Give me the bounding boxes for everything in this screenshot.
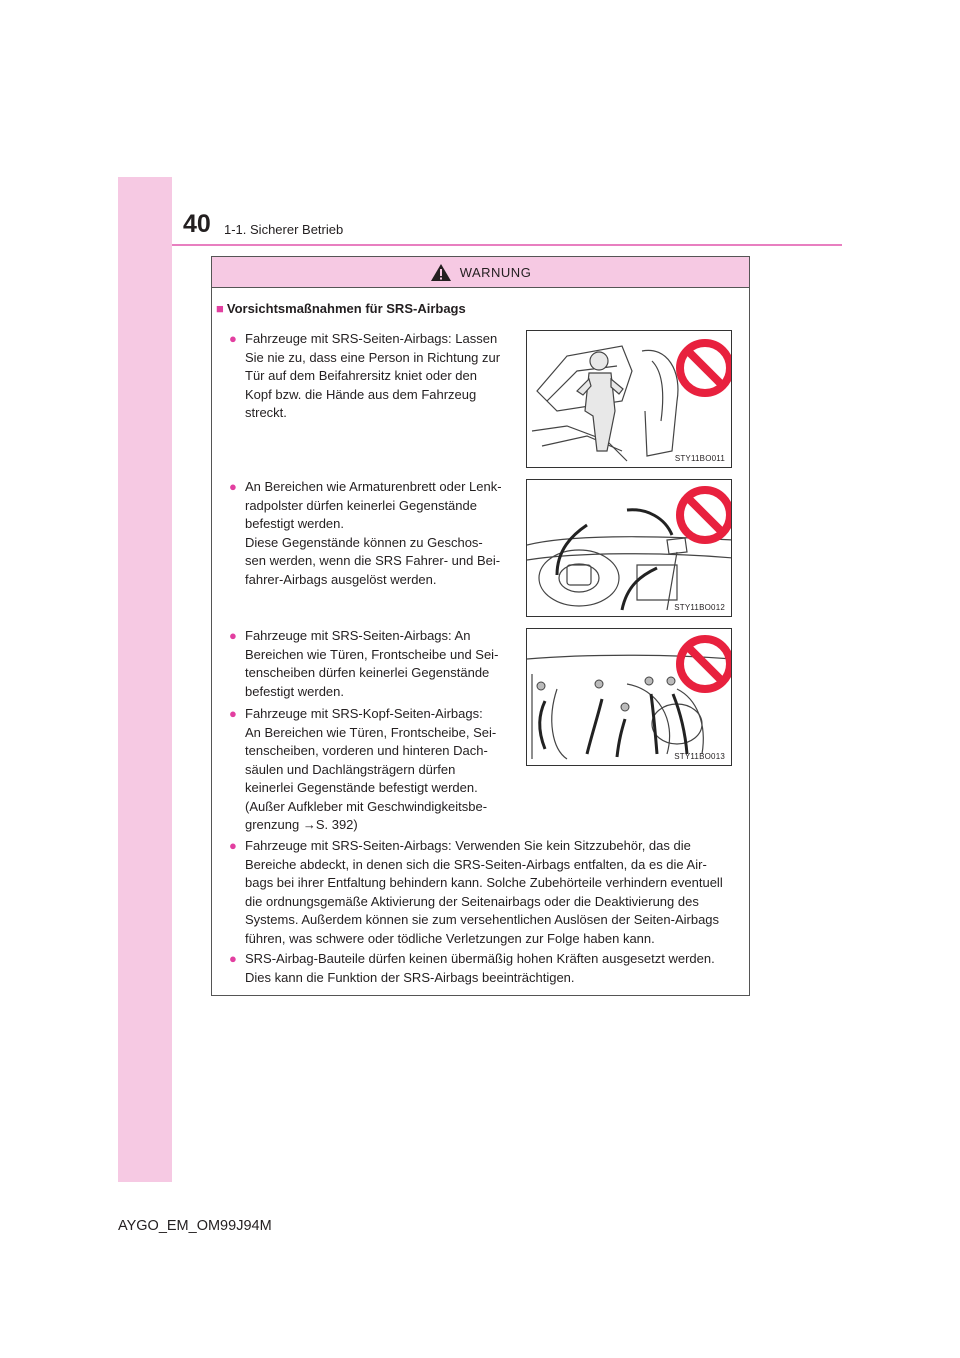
bullet-item: ● Fahrzeuge mit SRS-Seiten-Airbags: Verwenden Sie kein Sitzzubehör, das die Bereiche abdeckt, in denen sich die SRS-Seiten-Airbags entfalten, da es die Air- bags bei ihrer Entfaltung behindern kann. Solche Zubehörteile verhindern eventuell die ordnungsgemäße Aktivierung der Seitenairbags oder die Deaktivierung des Systems. Außerdem können sie zum versehentlichen Auslösen der Seiten-Airbags führen, was schwere oder tödliche Verletzungen zur Folge haben kann. bbox=[229, 838, 723, 946]
bullet-dot-icon: ● bbox=[229, 838, 237, 853]
bullet-dot-icon: ● bbox=[229, 951, 237, 966]
square-bullet-icon: ■ bbox=[216, 301, 224, 316]
figure-illustration bbox=[527, 629, 732, 766]
prohibition-icon bbox=[680, 490, 730, 540]
figure-illustration bbox=[527, 331, 732, 468]
prohibition-icon bbox=[680, 343, 730, 393]
section-title: 1-1. Sicherer Betrieb bbox=[224, 222, 344, 237]
bullet-dot-icon: ● bbox=[229, 706, 237, 721]
bullet-item: ● Fahrzeuge mit SRS-Seiten-Airbags: An Bereichen wie Türen, Frontscheibe und Sei- tenscheiben dürfen keinerlei Gegenstände befestigt werden. bbox=[229, 628, 499, 699]
figure-code: STY11BO011 bbox=[674, 454, 725, 463]
document-code: AYGO_EM_OM99J94M bbox=[118, 1218, 272, 1234]
side-strip bbox=[118, 177, 172, 1182]
header-rule bbox=[172, 244, 842, 246]
warning-title: WARNUNG bbox=[459, 264, 532, 280]
figure-code: STY11BO012 bbox=[674, 603, 725, 612]
bullet-item: ● Fahrzeuge mit SRS-Kopf-Seiten-Airbags: An Bereichen wie Türen, Frontscheibe, Sei- tenscheiben, vorderen und hinteren Dach- säulen und Dachlängsträgern dürfen keinerlei Gegenstände befestigt werden. (Außer Aufkleber mit Geschwindigkeitsbe- grenzung →S. 392) bbox=[229, 706, 497, 832]
page-number: 40 bbox=[183, 210, 211, 238]
prohibition-icon bbox=[680, 639, 730, 689]
warning-header bbox=[212, 257, 749, 288]
figure-person-kneeling bbox=[526, 330, 732, 468]
bullet-item: ● Fahrzeuge mit SRS-Seiten-Airbags: Lassen Sie nie zu, dass eine Person in Richtung zur Tür auf dem Beifahrersitz kniet oder den Kopf bzw. die Hände aus dem Fahrzeug streckt. bbox=[229, 331, 501, 420]
bullet-dot-icon: ● bbox=[229, 479, 237, 494]
bullet-dot-icon: ● bbox=[229, 331, 237, 346]
bullet-item: ● An Bereichen wie Armaturenbrett oder Lenk- radpolster dürfen keinerlei Gegenstände befestigt werden. Diese Gegenstände können zu Geschos- sen werden, wenn die SRS Fahrer- und Bei- fahrer-Airbags ausgelöst werden. bbox=[229, 479, 502, 587]
figure-code: STY11BO013 bbox=[674, 752, 725, 761]
figure-dashboard bbox=[526, 479, 732, 617]
warning-subheading: ■ Vorsichtsmaßnahmen für SRS-Airbags bbox=[216, 301, 466, 316]
figure-side-windows bbox=[526, 628, 732, 766]
bullet-item: ● SRS-Airbag-Bauteile dürfen keinen übermäßig hohen Kräften ausgesetzt werden. Dies kann die Funktion der SRS-Airbags beeinträchtigen. bbox=[229, 951, 715, 985]
figure-illustration bbox=[527, 480, 732, 617]
warning-triangle-icon bbox=[430, 263, 452, 282]
bullet-dot-icon: ● bbox=[229, 628, 237, 643]
